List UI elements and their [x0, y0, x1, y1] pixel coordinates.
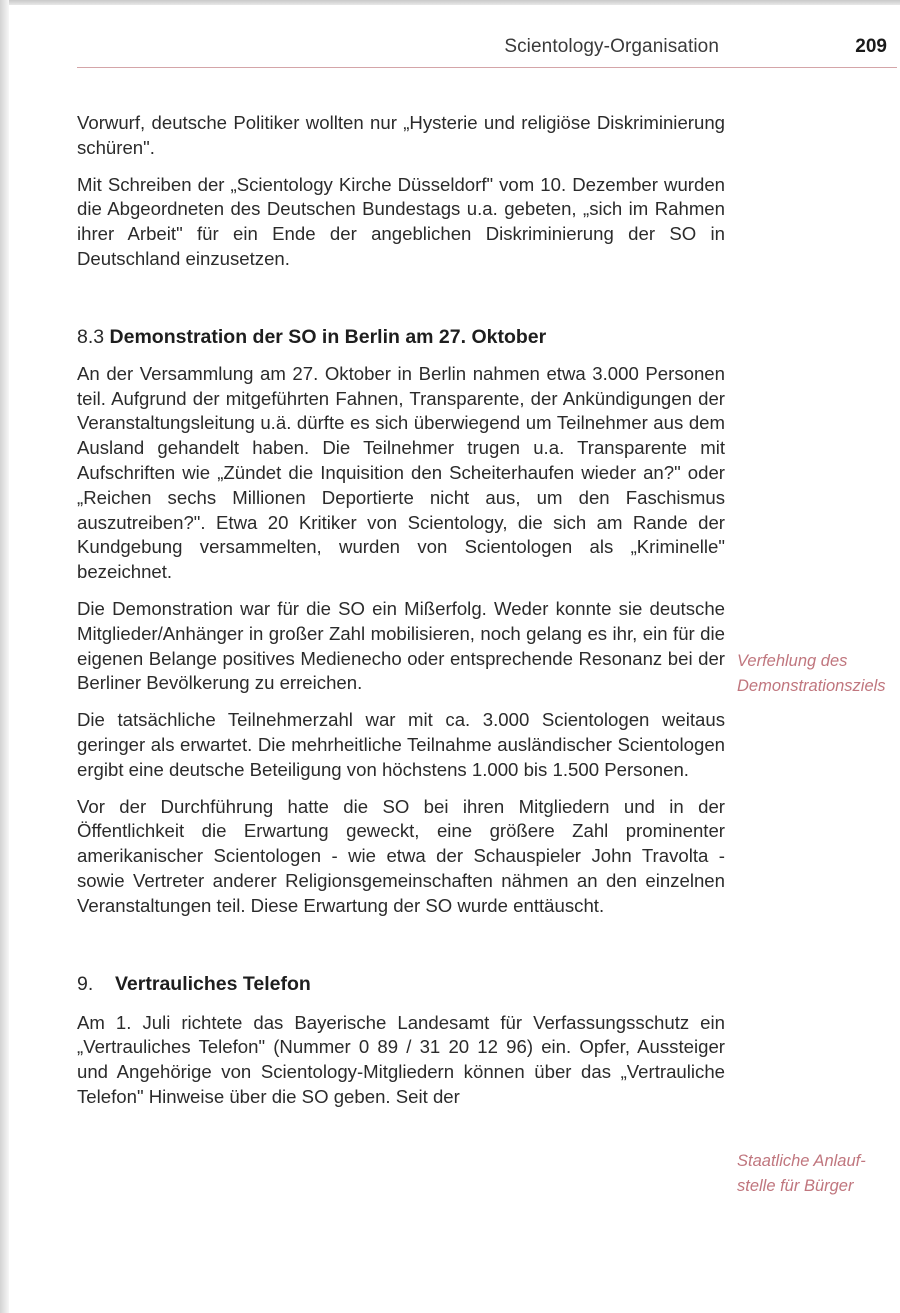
main-text-column	[77, 111, 725, 1122]
page-number: 209	[855, 36, 887, 57]
paragraph: Mit Schreiben der „Scientology Kirche Düsseldorf" vom 10. Dezember wurden die Abgeordneten des Deutschen Bundestags u.a. gebeten, „sich im Rahmen ihrer Arbeit" für ein Ende der angeblichen Diskriminierung der SO in Deutschland einzusetzen.	[77, 173, 725, 269]
section-title: Vertrauliches Telefon	[115, 972, 311, 995]
paragraph: An der Versammlung am 27. Oktober in Berlin nahmen etwa 3.000 Personen teil. Aufgrund der mitgeführten Fahnen, Transparente, der Ankündigungen der Veranstaltungsleitung u.ä. dürfte es sich überwiegend um Teilnehmer aus dem Ausland gehandelt haben. Die Teilnehmer trugen u.a. Transparente mit Aufschriften wie „Zündet die Inquisition den Scheiterhaufen wieder an?" oder „Reichen sechs Millionen Deportierte nicht aus, um den Faschismus auszutreiben?". Etwa 20 Kritiker von Scientology, die sich am Rande der Kundgebung versammelten, wurden von Scientologen als „Kriminelle" bezeichnet.	[77, 362, 725, 583]
running-title: Scientology-Organisation	[504, 36, 719, 57]
section-title: Demonstration der SO in Berlin am 27. Oktober	[109, 325, 547, 348]
paragraph: Die Demonstration war für die SO ein Mißerfolg. Weder konnte sie deutsche Mitglieder/Anhänger in großer Zahl mobilisieren, noch gelang es ihr, ein für die eigenen Belange positives Medienecho oder entsprechende Resonanz bei der Berliner Bevölkerung zu erreichen.	[77, 597, 725, 694]
running-header	[77, 36, 897, 66]
marginal-note-demonstration: Verfehlung des Demonstrationsziels	[737, 652, 886, 695]
section-heading-8-3	[77, 324, 725, 350]
paragraph: Die tatsächliche Teilnehmerzahl war mit ca. 3.000 Scientologen weitaus geringer als erwartet. Die mehrheitliche Teilnahme ausländischer Scientologen ergibt eine deutsche Beteiligung von höchstens 1.000 bis 1.500 Personen.	[77, 709, 725, 780]
scan-edge-top	[0, 0, 900, 5]
section-heading-9	[77, 971, 725, 997]
paragraph: Vorwurf, deutsche Politiker wollten nur „Hysterie und religiöse Diskriminierung schüren".	[77, 112, 725, 158]
paragraph: Am 1. Juli richtete das Bayerische Landesamt für Verfassungsschutz ein „Vertrauliches Telefon" (Nummer 0 89 / 31 20 12 96) ein. Opfer, Aussteiger und Angehörige von Scientology-Mitgliedern können über das „Vertrauliche Telefon" Hinweise über die SO geben. Seit der	[77, 1011, 725, 1107]
header-rule	[77, 67, 897, 68]
section-number: 9.	[77, 972, 94, 995]
section-number: 8.3	[77, 325, 105, 348]
scan-edge-left	[0, 0, 9, 1313]
marginal-note-telefon: Staatliche Anlaufstelle für Bürger	[737, 1152, 866, 1195]
paragraph: Vor der Durchführung hatte die SO bei ihren Mitgliedern und in der Öffentlichkeit die Erwartung geweckt, eine größere Zahl prominenter amerikanischer Scientologen - wie etwa der Schauspieler John Travolta - sowie Vertreter anderer Religionsgemeinschaften nähmen an den einzelnen Veranstaltungen teil. Diese Erwartung der SO wurde enttäuscht.	[77, 795, 725, 916]
